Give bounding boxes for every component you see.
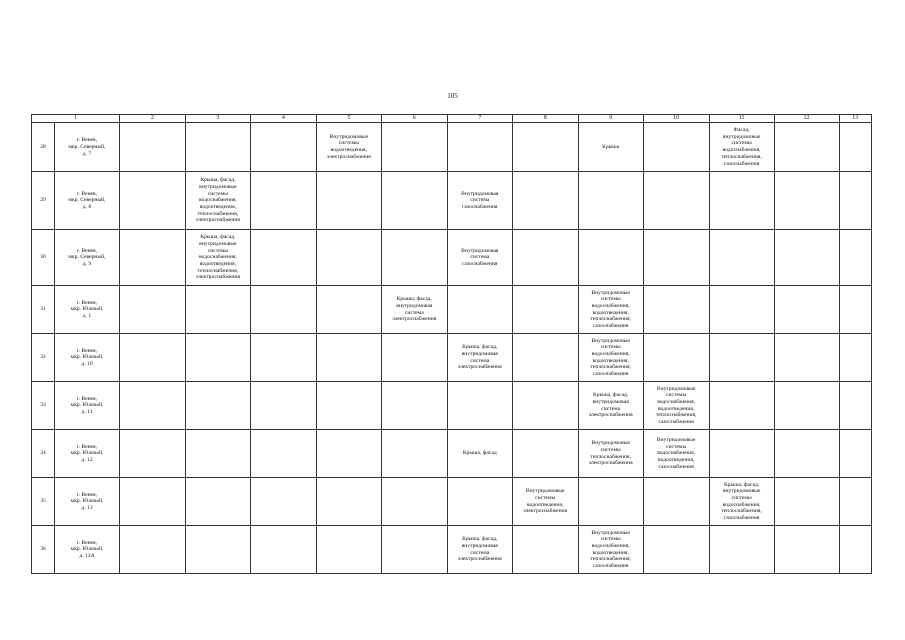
work-cell <box>119 286 185 334</box>
work-cell <box>774 334 839 382</box>
table-row <box>32 430 872 478</box>
work-cell: Внутридомовая система газоснабжения <box>447 230 512 286</box>
work-cell <box>774 172 839 230</box>
work-cell <box>839 526 871 574</box>
header-row <box>32 115 872 123</box>
work-cell <box>643 286 709 334</box>
table-row <box>32 123 872 172</box>
work-cell <box>381 526 447 574</box>
work-cell <box>381 334 447 382</box>
work-cell: Внутридомовые системы водоснабжения, водоотведения, теплоснабжения, газоснабжения <box>643 382 709 430</box>
column-header: 6 <box>381 115 447 123</box>
table-row <box>32 526 872 574</box>
work-cell <box>316 172 381 230</box>
row-number: 35 <box>32 478 55 526</box>
work-cell <box>381 382 447 430</box>
work-cell <box>709 286 774 334</box>
work-cell <box>185 382 250 430</box>
work-cell: Крыша, фасад, внутридомовые системы водоснабжения, водоотведения, теплоснабжения, электроснабжения <box>185 230 250 286</box>
repair-schedule-table <box>31 114 872 574</box>
work-cell <box>709 230 774 286</box>
work-cell: Внутридомовые системы водоснабжения, водоотведения, теплоснабжения, газоснабжения <box>578 286 643 334</box>
address-cell: г. Венев, мкр. Южный, д. 11 <box>55 382 120 430</box>
work-cell <box>119 526 185 574</box>
work-cell: Крыша, фасад, внутридомовая система электроснабжения <box>578 382 643 430</box>
work-cell <box>250 382 316 430</box>
work-cell <box>119 172 185 230</box>
work-cell <box>316 230 381 286</box>
row-number: 29 <box>32 172 55 230</box>
work-cell <box>316 430 381 478</box>
table-row <box>32 478 872 526</box>
table-row <box>32 334 872 382</box>
work-cell <box>316 286 381 334</box>
address-cell: г. Венев, мкр. Северный, д. 8 <box>55 172 120 230</box>
row-number: 34 <box>32 430 55 478</box>
work-cell <box>709 172 774 230</box>
work-cell <box>643 172 709 230</box>
row-number: 33 <box>32 382 55 430</box>
work-cell <box>185 286 250 334</box>
work-cell: Внутридомовые системы теплоснабжения, электроснабжения <box>578 430 643 478</box>
work-cell: Внутридомовые системы водоснабжения, водоотведения, теплоснабжения, газоснабжения <box>578 334 643 382</box>
column-header: 13 <box>839 115 871 123</box>
column-header: 9 <box>578 115 643 123</box>
work-cell: Фасад, внутридомовые системы водоснабжения, теплоснабжения, газоснабжения <box>709 123 774 172</box>
work-cell <box>250 430 316 478</box>
work-cell <box>839 123 871 172</box>
work-cell <box>709 430 774 478</box>
work-cell <box>316 382 381 430</box>
work-cell: Крыша, фасад, внутридомовая система электроснабжения <box>381 286 447 334</box>
column-header: 7 <box>447 115 512 123</box>
work-cell <box>512 123 578 172</box>
work-cell <box>774 123 839 172</box>
work-cell <box>185 526 250 574</box>
work-cell <box>250 172 316 230</box>
work-cell <box>250 334 316 382</box>
work-cell <box>447 382 512 430</box>
work-cell <box>643 230 709 286</box>
work-cell <box>643 334 709 382</box>
table-row <box>32 172 872 230</box>
column-header: 5 <box>316 115 381 123</box>
work-cell <box>774 286 839 334</box>
work-cell <box>119 382 185 430</box>
work-cell <box>119 123 185 172</box>
work-cell <box>578 172 643 230</box>
column-header: 3 <box>185 115 250 123</box>
work-cell: Крыша <box>578 123 643 172</box>
work-cell <box>512 382 578 430</box>
address-cell: г. Венев, мкр. Северный, д. 9 <box>55 230 120 286</box>
work-cell <box>447 478 512 526</box>
work-cell <box>250 123 316 172</box>
table-row <box>32 230 872 286</box>
address-cell: г. Венев, мкр. Южный, д. 13А <box>55 526 120 574</box>
work-cell <box>643 478 709 526</box>
column-header: 4 <box>250 115 316 123</box>
work-cell <box>250 230 316 286</box>
work-cell <box>774 478 839 526</box>
work-cell <box>578 478 643 526</box>
work-cell <box>316 526 381 574</box>
work-cell <box>774 430 839 478</box>
address-cell: г. Венев, мкр. Северный, д. 7 <box>55 123 120 172</box>
work-cell: Крыша, фасад, внутридомовая система электроснабжения <box>447 526 512 574</box>
work-cell <box>250 478 316 526</box>
work-cell <box>709 382 774 430</box>
work-cell <box>839 382 871 430</box>
work-cell <box>119 478 185 526</box>
work-cell <box>839 430 871 478</box>
column-header: 1 <box>32 115 120 123</box>
row-number: 36 <box>32 526 55 574</box>
column-header: 10 <box>643 115 709 123</box>
work-cell <box>119 334 185 382</box>
work-cell <box>316 334 381 382</box>
row-number: 32 <box>32 334 55 382</box>
row-number: 28 <box>32 123 55 172</box>
work-cell <box>381 123 447 172</box>
address-cell: г. Венев, мкр. Южный, д. 1 <box>55 286 120 334</box>
work-cell: Внутридомовые системы водоотведения, электроснабжения <box>512 478 578 526</box>
work-cell <box>578 230 643 286</box>
page-number: 105 <box>447 92 458 100</box>
work-cell <box>119 430 185 478</box>
work-cell: Внутридомовая система газоснабжения <box>447 172 512 230</box>
work-cell <box>774 230 839 286</box>
column-header: 2 <box>119 115 185 123</box>
work-cell <box>316 478 381 526</box>
work-cell <box>447 286 512 334</box>
work-cell <box>381 478 447 526</box>
work-cell <box>119 230 185 286</box>
work-cell <box>839 334 871 382</box>
work-cell <box>185 123 250 172</box>
work-cell: Внутридомовые системы водоотведения, электроснабжения <box>316 123 381 172</box>
column-header: 12 <box>774 115 839 123</box>
work-cell <box>709 334 774 382</box>
work-cell <box>512 334 578 382</box>
work-cell: Крыша, фасад, внутридомовая система электроснабжения <box>447 334 512 382</box>
work-cell <box>839 286 871 334</box>
work-cell <box>512 526 578 574</box>
work-cell <box>512 430 578 478</box>
row-number: 31 <box>32 286 55 334</box>
work-cell <box>381 172 447 230</box>
work-cell <box>839 172 871 230</box>
work-cell: Внутридомовые системы водоснабжения, водоотведения, теплоснабжения, газоснабжения <box>578 526 643 574</box>
work-cell: Внутридомовые системы водоснабжения, водоотведения, газоснабжения <box>643 430 709 478</box>
work-cell <box>250 286 316 334</box>
address-cell: г. Венев, мкр. Южный, д. 13 <box>55 478 120 526</box>
table-row <box>32 286 872 334</box>
work-cell <box>774 526 839 574</box>
work-cell <box>512 286 578 334</box>
work-cell: Крыша, фасад <box>447 430 512 478</box>
work-cell <box>774 382 839 430</box>
work-cell <box>381 230 447 286</box>
work-cell <box>185 430 250 478</box>
work-cell <box>381 430 447 478</box>
work-cell <box>643 123 709 172</box>
row-number: 30 <box>32 230 55 286</box>
work-cell <box>643 526 709 574</box>
column-header: 8 <box>512 115 578 123</box>
work-cell <box>839 478 871 526</box>
address-cell: г. Венев, мкр. Южный, д. 12 <box>55 430 120 478</box>
work-cell <box>185 334 250 382</box>
work-cell: Крыша, фасад, внутридомовые системы водоснабжения, теплоснабжения, газоснабжения <box>709 478 774 526</box>
work-cell <box>447 123 512 172</box>
work-cell <box>709 526 774 574</box>
address-cell: г. Венев, мкр. Южный, д. 10 <box>55 334 120 382</box>
work-cell <box>185 478 250 526</box>
column-header: 11 <box>709 115 774 123</box>
table-row <box>32 382 872 430</box>
work-cell <box>512 230 578 286</box>
work-cell: Крыша, фасад, внутридомовые системы водоснабжения, водоотведения, теплоснабжения, электроснабжения <box>185 172 250 230</box>
work-cell <box>512 172 578 230</box>
work-cell <box>839 230 871 286</box>
work-cell <box>250 526 316 574</box>
